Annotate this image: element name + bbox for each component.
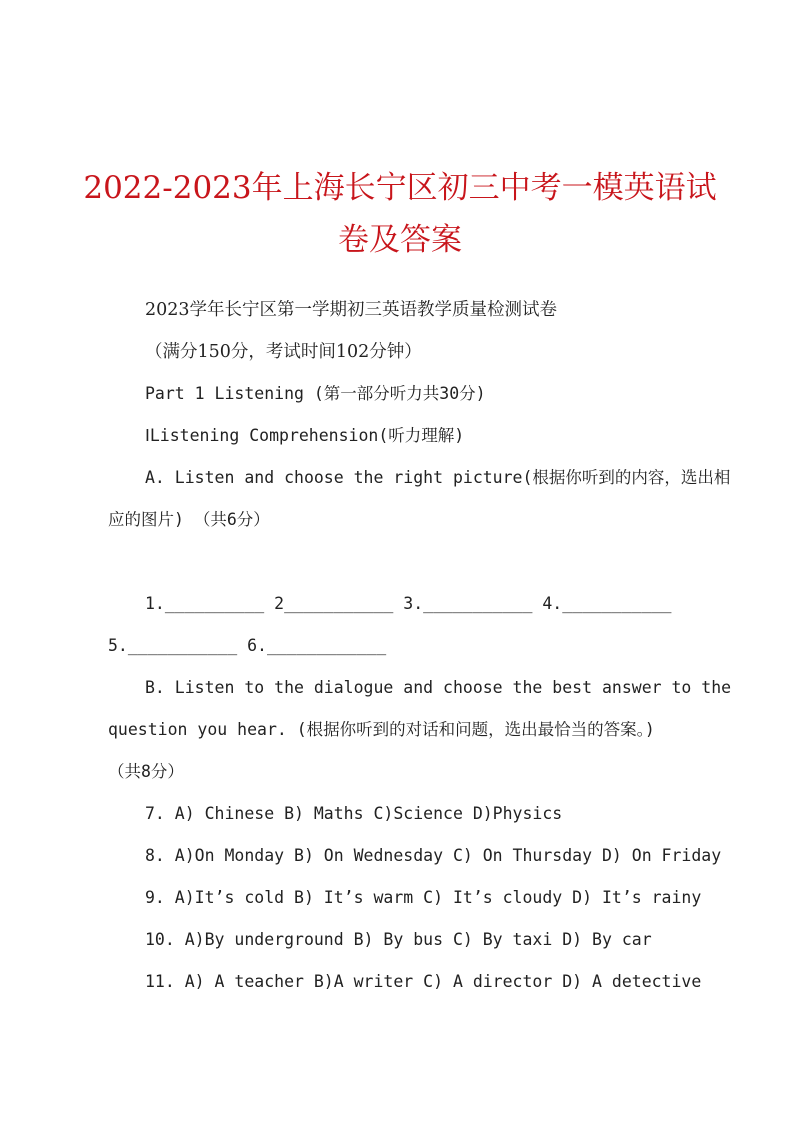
document-title-line-1: 2022-2023年上海长宁区初三中考一模英语试 (83, 170, 717, 206)
part1-heading: Part 1 Listening (第一部分听力共30分) (145, 384, 486, 403)
score-and-time: （满分150分，考试时间102分钟） (145, 342, 422, 362)
answer-blanks-row-1: 1.__________ 2___________ 3.___________ 4.___________ (145, 594, 672, 613)
sectionB-instruction-3: （共8分） (108, 762, 184, 781)
sectionB-instruction-2: question you hear. (根据你听到的对话和问题，选出最恰当的答案。) (108, 720, 655, 739)
sectionA-instruction-1: A. Listen and choose the right picture(根据你听到的内容，选出相 (145, 468, 731, 487)
question-11: 11. A) A teacher B)A writer C) A director D) A detective (145, 972, 702, 991)
sectionA-instruction-2: 应的图片) （共6分） (108, 510, 270, 529)
exam-name: 2023学年长宁区第一学期初三英语教学质量检测试卷 (145, 300, 558, 320)
answer-blanks-row-2: 5.___________ 6.____________ (108, 636, 387, 655)
question-9: 9. A)It’s cold B) It’s warm C) It’s cloudy D) It’s rainy (145, 888, 702, 907)
section-heading: ⅠListening Comprehension(听力理解) (145, 426, 465, 445)
question-8: 8. A)On Monday B) On Wednesday C) On Thursday D) On Friday (145, 846, 722, 865)
document-title-line-2: 卷及答案 (338, 222, 462, 258)
sectionB-instruction-1: B. Listen to the dialogue and choose the best answer to the (145, 678, 732, 697)
question-10: 10. A)By underground B) By bus C) By taxi D) By car (145, 930, 652, 949)
question-7: 7. A) Chinese B) Maths C)Science D)Physics (145, 804, 563, 823)
